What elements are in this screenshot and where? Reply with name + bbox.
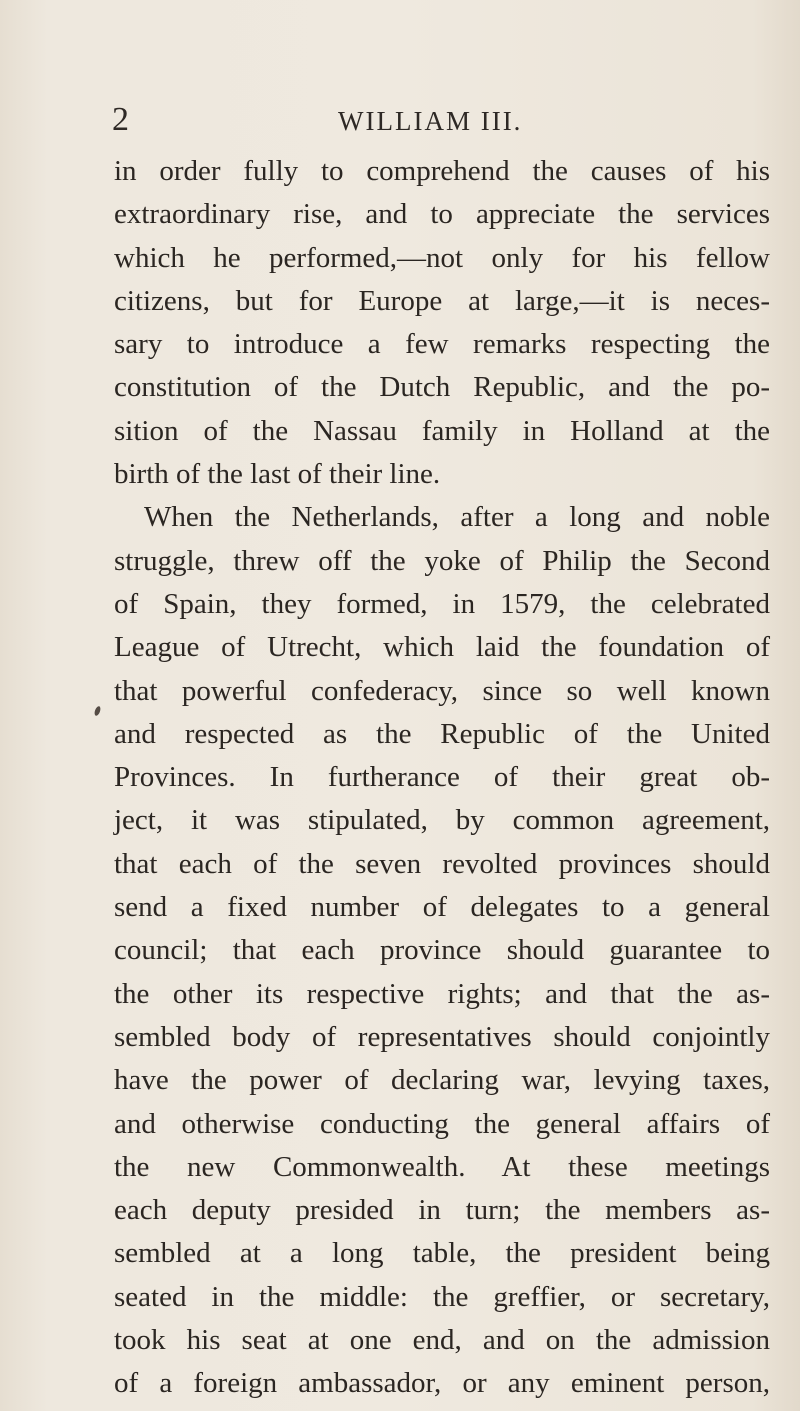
paragraph-start-line: When the Netherlands, after a long and noble <box>144 501 770 534</box>
text-line: constitution of the Dutch Republic, and the po- <box>114 371 770 404</box>
text-line: of a foreign ambassador, or any eminent person, <box>114 1367 770 1400</box>
text-line: the new Commonwealth. At these meetings <box>114 1150 770 1183</box>
text-line: in order fully to comprehend the causes of his <box>114 155 770 187</box>
body-text <box>114 150 770 1406</box>
text-line: of Spain, they formed, in 1579, the celebrated <box>114 587 770 620</box>
page-header <box>0 98 800 142</box>
text-line: extraordinary rise, and to appreciate the services <box>114 198 770 231</box>
text-line: sembled body of representatives should conjointly <box>114 1020 770 1053</box>
text-line: Provinces. In furtherance of their great ob- <box>114 761 770 794</box>
text-line: sition of the Nassau family in Holland at the <box>114 414 770 447</box>
text-line: that each of the seven revolted provinces should <box>114 847 770 880</box>
text-line: sembled at a long table, the president being <box>114 1237 770 1270</box>
running-head: WILLIAM III. <box>338 106 523 136</box>
text-line: the other its respective rights; and that the as- <box>114 977 770 1010</box>
text-line: each deputy presided in turn; the members as- <box>114 1194 770 1227</box>
text-line: League of Utrecht, which laid the foundation of <box>114 631 770 664</box>
text-line: ject, it was stipulated, by common agreement, <box>114 804 770 837</box>
text-line: and respected as the Republic of the United <box>114 717 770 750</box>
text-line: sary to introduce a few remarks respecting the <box>114 328 770 361</box>
text-line: seated in the middle: the greffier, or secretary, <box>114 1280 770 1313</box>
text-line: have the power of declaring war, levying taxes, <box>114 1064 770 1097</box>
text-line: that powerful confederacy, since so well known <box>114 674 770 707</box>
text-line: citizens, but for Europe at large,—it is neces- <box>114 284 770 317</box>
text-line: send a fixed number of delegates to a general <box>114 891 770 924</box>
text-line: which he performed,—not only for his fellow <box>114 241 770 274</box>
text-line: and otherwise conducting the general affairs of <box>114 1107 770 1140</box>
text-line: council; that each province should guarantee to <box>114 934 770 967</box>
ink-smudge <box>93 705 101 716</box>
page-number: 2 <box>112 101 129 138</box>
text-line: took his seat at one end, and on the admission <box>114 1324 770 1357</box>
text-line: struggle, threw off the yoke of Philip the Second <box>114 544 770 577</box>
text-line: birth of the last of their line. <box>114 458 441 491</box>
